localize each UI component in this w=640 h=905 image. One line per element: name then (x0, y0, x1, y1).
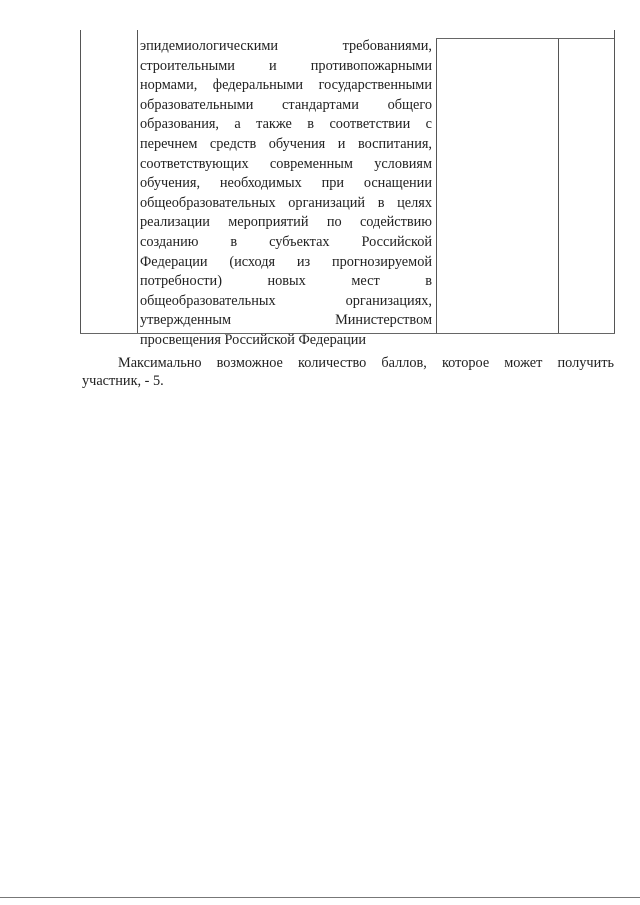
cell-line: нормами, федеральными государственными (140, 77, 432, 94)
cell-line: эпидемиологическими требованиями, (140, 38, 432, 54)
table-border-col2 (137, 30, 138, 334)
cell-line: утвержденным Министерством (140, 312, 432, 329)
cell-line: реализации мероприятий по содействию (140, 214, 432, 231)
table-border-left (80, 30, 81, 334)
table-border-right (614, 30, 615, 334)
cell-line: общеобразовательных организаций в целях (140, 194, 432, 211)
paragraph-line: участник, - 5. (82, 373, 164, 389)
table-border-col3 (436, 38, 437, 334)
table-top-border (436, 38, 614, 39)
cell-line: строительными и противопожарными (140, 57, 432, 74)
cell-line: перечнем средств обучения и воспитания, (140, 135, 432, 152)
max-score-paragraph (82, 354, 614, 390)
cell-line: Федерации (исходя из прогнозируемой (140, 253, 432, 270)
cell-line: соответствующих современным условиям (140, 155, 432, 172)
cell-line: образовательными стандартами общего (140, 96, 432, 113)
paragraph-line: Максимально возможное количество баллов, которое может получить (118, 355, 614, 371)
cell-line: образования, а также в соответствии с (140, 116, 432, 133)
cell-line: обучения, необходимых при оснащении (140, 175, 432, 192)
page-bottom-edge (0, 897, 640, 898)
table-border-col4 (558, 38, 559, 334)
cell-line: просвещения Российской Федерации (140, 331, 367, 348)
cell-line: созданию в субъектах Российской (140, 233, 432, 250)
cell-line: общеобразовательных организациях, (140, 292, 432, 309)
cell-line: потребности) новых мест в (140, 273, 432, 290)
table-cell-text (140, 37, 432, 351)
